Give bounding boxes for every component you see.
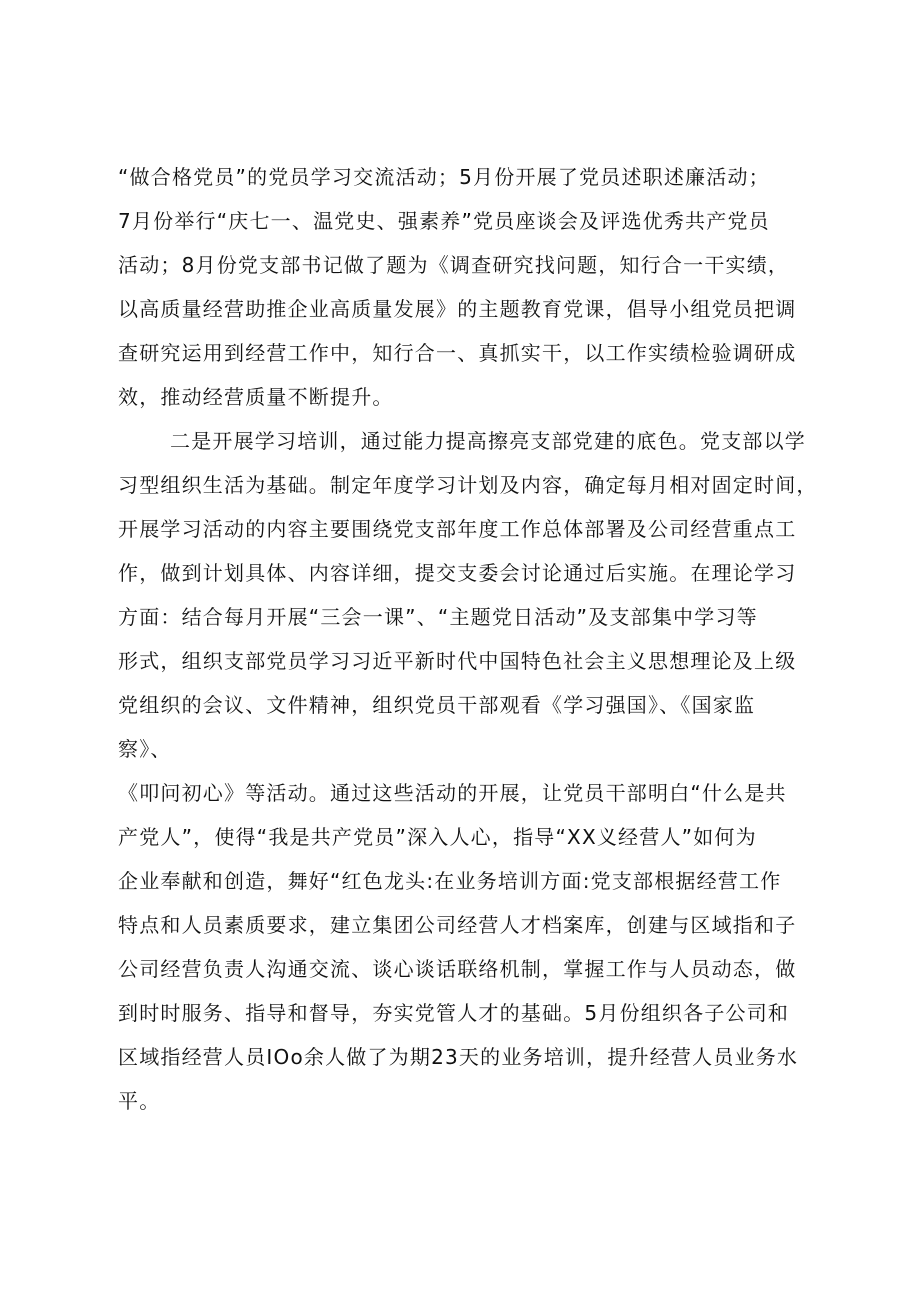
text-line: 企业奉献和创造，舞好“红色龙头:在业务培训方面:党支部根据经营工作 [118, 869, 782, 893]
text-line: 作，做到计划具体、内容详细，提交支委会讨论通过后实施。在理论学习 [118, 561, 797, 585]
text-line: 效，推动经营质量不断提升。 [118, 385, 394, 409]
text-line: “做合格党员”的党员学习交流活动；5月份开展了党员述职述廉活动； [118, 165, 770, 189]
text-line: 方面：结合每月开展“三会一课”、“主题党日活动”及支部集中学习等 [118, 605, 758, 629]
text-line: 察》、 [118, 737, 172, 761]
text-line: 特点和人员素质要求，建立集团公司经营人才档案库，创建与区域指和子 [118, 913, 797, 937]
text-line: 二是开展学习培训，通过能力提高擦亮支部党建的底色。党支部以学 [170, 429, 806, 453]
text-line: 以高质量经营助推企业高质量发展》的主题教育党课，倡导小组党员把调 [118, 297, 797, 321]
text-line: 开展学习活动的内容主要围绕党支部年度工作总体部署及公司经营重点工 [118, 517, 797, 541]
text-line: 《叩问初心》等活动。通过这些活动的开展，让党员干部明白“什么是共 [118, 781, 787, 805]
text-line: 习型组织生活为基础。制定年度学习计划及内容，确定每月相对固定时间， [118, 473, 818, 497]
text-line: 党组织的会议、文件精神，组织党员干部观看《学习强国》、《国家监 [118, 693, 756, 717]
text-line: 平。 [118, 1089, 161, 1113]
text-line: 区域指经营人员IOo余人做了为期23天的业务培训，提升经营人员业务水 [118, 1045, 799, 1069]
text-line: 公司经营负责人沟通交流、谈心谈话联络机制，掌握工作与人员动态，做 [118, 957, 797, 981]
text-line: 形式，组织支部党员学习习近平新时代中国特色社会主义思想理论及上级 [118, 649, 797, 673]
text-line: 活动；8月份党支部书记做了题为《调查研究找问题，知行合一干实绩， [118, 253, 790, 277]
text-line: 到时时服务、指导和督导，夯实党管人才的基础。5月份组织各子公司和 [118, 1001, 790, 1025]
text-line: 查研究运用到经营工作中，知行合一、真抓实干，以工作实绩检验调研成 [118, 341, 797, 365]
text-line: 产党人”，使得“我是共产党员”深入人心，指导“XX义经营人”如何为 [118, 825, 757, 849]
text-line: 7月份举行“庆七一、温党史、强素养”党员座谈会及评选优秀共产党员 [118, 209, 770, 233]
